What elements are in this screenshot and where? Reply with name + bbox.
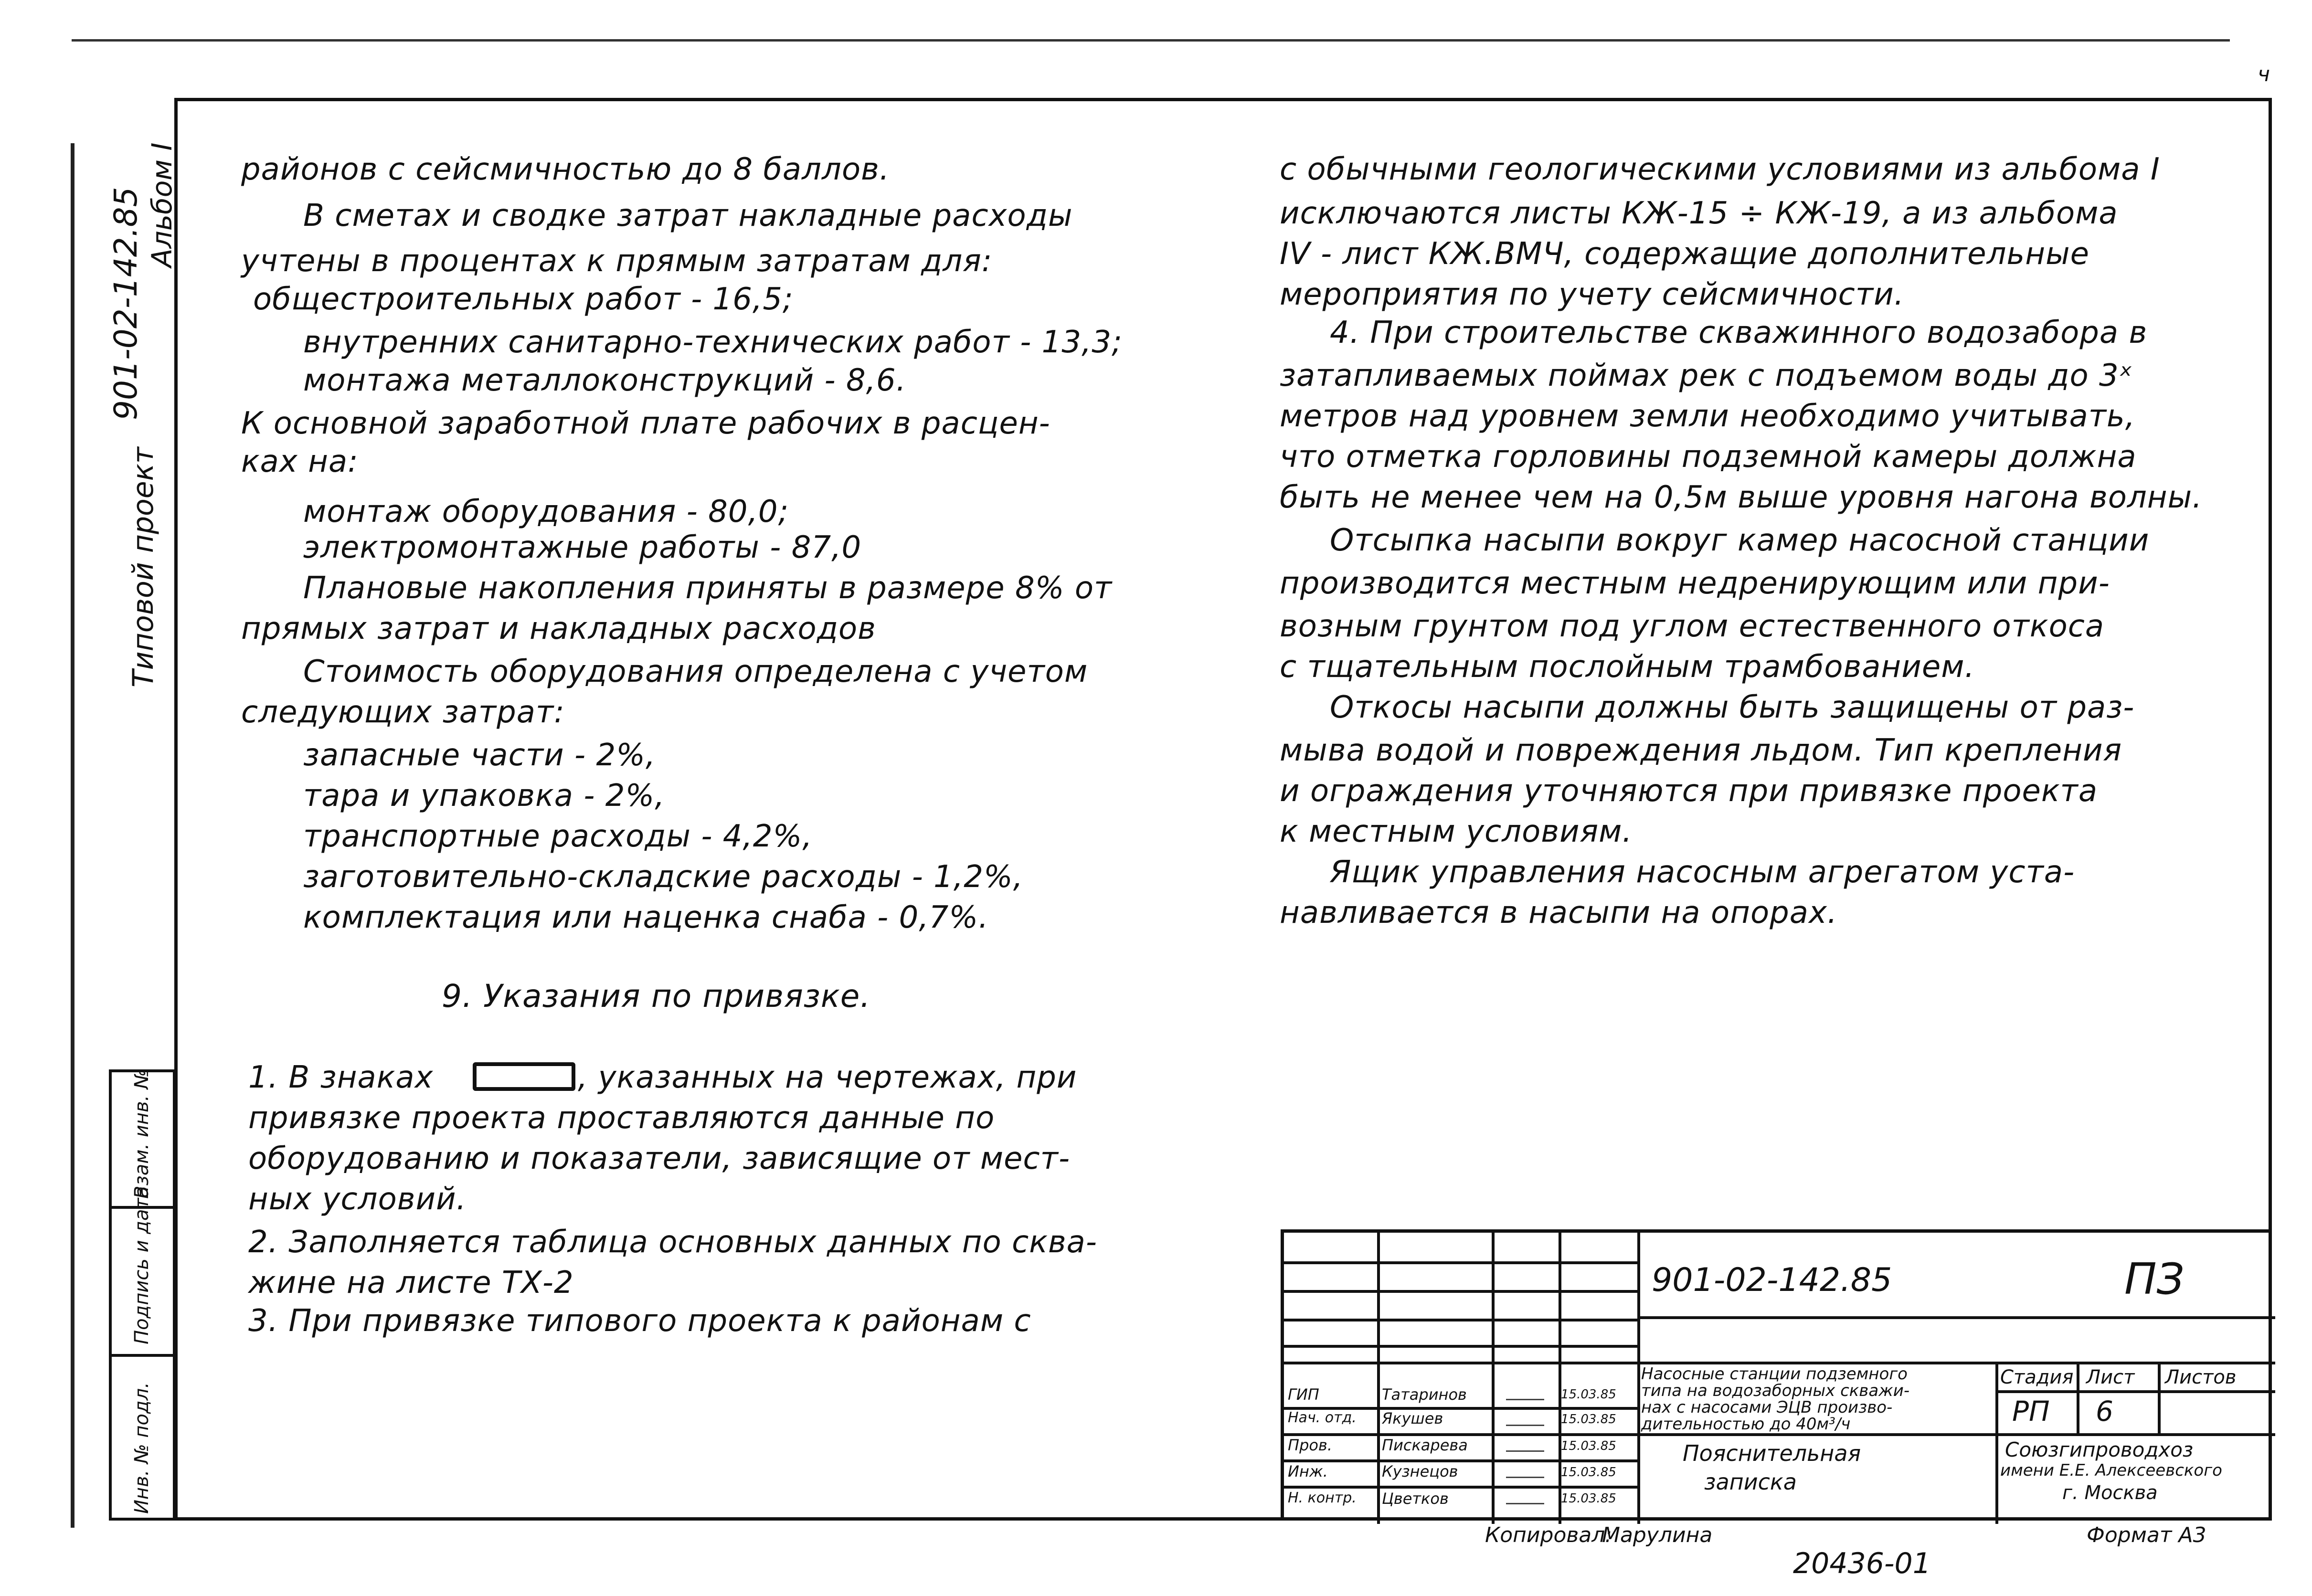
staff-role: Пров.	[1288, 1436, 1332, 1454]
text-line: быть не менее чем на 0,5м выше уровня нагона волны.	[1280, 480, 2203, 515]
copied-label: Копировал:	[1485, 1523, 1612, 1547]
text-line: Стоимость оборудования определена с учетом	[303, 654, 1088, 689]
text-line: районов с сейсмичностью до 8 баллов.	[241, 152, 890, 187]
text-line: прямых затрат и накладных расходов	[241, 611, 876, 646]
text-line: навливается в насыпи на опорах.	[1280, 895, 1838, 930]
stamp-doc-title: записка	[1704, 1469, 1797, 1495]
text-line: с обычными геологическими условиями из альбома I	[1280, 152, 2160, 187]
stamp-description-line: Насосные станции подземного	[1641, 1364, 1908, 1384]
stamp-divider	[1637, 1316, 2275, 1319]
text-line: мероприятия по учету сейсмичности.	[1280, 277, 1905, 312]
text-line: 2. Заполняется таблица основных данных по сква-	[248, 1225, 1097, 1260]
text-line: электромонтажные работы - 87,0	[303, 530, 862, 565]
text-line: 1. В знаках	[248, 1060, 434, 1095]
text-line: монтажа металлоконструкций - 8,6.	[303, 363, 907, 398]
text-line: метров над уровнем земли необходимо учитывать,	[1280, 399, 2136, 434]
signature-icon	[1506, 1489, 1544, 1504]
staff-date: 15.03.85	[1561, 1387, 1616, 1402]
text-line: учтены в процентах к прямым затратам для:	[241, 243, 993, 279]
stamp-description-line: нах с насосами ЭЦВ произво-	[1641, 1398, 1893, 1417]
staff-role: Н. контр.	[1288, 1490, 1357, 1506]
text-line: ках на:	[241, 444, 359, 479]
stamp-divider	[1637, 1233, 1640, 1524]
stamp-divider	[1284, 1261, 1637, 1264]
stamp-divider	[1377, 1233, 1380, 1524]
text-line: жине на листе ТХ-2	[248, 1265, 574, 1300]
staff-date: 15.03.85	[1561, 1491, 1616, 1506]
side-cell-signature-date: Подпись и дата	[131, 1186, 153, 1344]
stamp-divider	[1284, 1459, 1637, 1462]
text-line: к местным условиям.	[1280, 814, 1633, 849]
staff-role: Нач. отд.	[1288, 1409, 1357, 1426]
stamp-org: г. Москва	[2062, 1482, 2158, 1504]
staff-name: Татаринов	[1382, 1385, 1467, 1404]
staff-name: Цветков	[1382, 1490, 1449, 1508]
stamp-divider	[1995, 1390, 2275, 1393]
text-line: оборудованию и показатели, зависящие от мест-	[248, 1141, 1071, 1176]
text-line: К основной заработной плате рабочих в расцен-	[241, 406, 1050, 441]
text-line: 3. При привязке типового проекта к районам с	[248, 1303, 1031, 1339]
text-line: комплектация или наценка снаба - 0,7%.	[303, 900, 989, 935]
staff-role: ГИП	[1288, 1385, 1319, 1404]
top-border-line	[72, 39, 2230, 42]
text-line: тара и упаковка - 2%,	[303, 778, 665, 814]
text-line: IV - лист КЖ.ВМЧ, содержащие дополнительные	[1280, 236, 2089, 272]
left-margin-line	[71, 143, 74, 1528]
text-line: общестроительных работ - 16,5;	[253, 282, 794, 317]
text-line: привязке проекта проставляются данные по	[248, 1100, 995, 1136]
stamp-divider	[1284, 1319, 1637, 1321]
text-line: Откосы насыпи должны быть защищены от раз-	[1330, 690, 2135, 725]
signature-icon	[1506, 1436, 1544, 1452]
stamp-sheets-label: Листов	[2165, 1366, 2237, 1388]
stamp-divider	[1284, 1486, 1637, 1489]
corner-mark: ч	[2258, 62, 2270, 86]
empty-sign-box	[473, 1062, 575, 1091]
stamp-divider	[1995, 1362, 1998, 1524]
staff-date: 15.03.85	[1561, 1465, 1616, 1480]
staff-date: 15.03.85	[1561, 1439, 1616, 1453]
stamp-org: имени Е.Е. Алексеевского	[2000, 1461, 2222, 1480]
signature-icon	[1506, 1385, 1544, 1400]
stamp-stage-label: Стадия	[2000, 1366, 2074, 1388]
text-line: запасные части - 2%,	[303, 738, 656, 773]
side-cell-original-inv: Инв. № подл.	[131, 1382, 153, 1514]
stamp-stage: РП	[2012, 1395, 2050, 1427]
text-line: исключаются листы КЖ-15 ÷ КЖ-19, а из альбома	[1280, 196, 2118, 231]
stamp-mark: ПЗ	[2124, 1254, 2185, 1304]
text-line: что отметка горловины подземной камеры должна	[1280, 439, 2137, 475]
section-heading: 9. Указания по привязке.	[442, 978, 871, 1015]
text-line: транспортные расходы - 4,2%,	[303, 819, 813, 854]
inventory-number: 20436-01	[1793, 1547, 1931, 1580]
title-block	[1281, 1229, 2272, 1521]
text-line: с тщательным послойным трамбованием.	[1280, 649, 1975, 685]
staff-date: 15.03.85	[1561, 1412, 1616, 1427]
stamp-description-line: типа на водозаборных скважи-	[1641, 1381, 1910, 1400]
text-line: , указанных на чертежах, при	[578, 1060, 1077, 1095]
text-line: Плановые накопления приняты в размере 8% от	[303, 571, 1113, 606]
copied-name: Марулина	[1602, 1523, 1713, 1547]
side-cell-divider	[112, 1354, 173, 1357]
staff-name: Кузнецов	[1382, 1462, 1458, 1480]
text-line: внутренних санитарно-технических работ - 13,3;	[303, 325, 1123, 360]
text-line: 4. При строительстве скважинного водозабора в	[1330, 315, 2148, 350]
stamp-org: Союзгипроводхоз	[2005, 1438, 2194, 1461]
text-line: следующих затрат:	[241, 695, 565, 730]
stamp-divider	[1492, 1233, 1495, 1524]
stamp-doc-code: 901-02-142.85	[1652, 1261, 1892, 1299]
stamp-sheet-label: Лист	[2086, 1366, 2135, 1388]
stamp-description-line: дительностью до 40м³/ч	[1641, 1415, 1851, 1434]
text-line: монтаж оборудования - 80,0;	[303, 494, 789, 529]
stamp-divider	[1284, 1345, 1637, 1348]
stamp-divider	[2158, 1362, 2161, 1433]
stamp-sheet-number: 6	[2096, 1395, 2113, 1427]
text-line: производится местным недренирующим или при-	[1280, 566, 2110, 601]
text-line: мыва водой и повреждения льдом. Тип крепления	[1280, 733, 2122, 768]
side-project-code: 901-02-142.85	[107, 187, 144, 420]
text-line: возным грунтом под углом естественного откоса	[1280, 609, 2105, 644]
text-line: и ограждения уточняются при привязке проекта	[1280, 773, 2098, 809]
text-line: заготовительно-складские расходы - 1,2%,	[303, 859, 1024, 895]
text-line: Ящик управления насосным агрегатом уста-	[1330, 855, 2075, 890]
signature-icon	[1506, 1410, 1544, 1426]
stamp-divider	[1559, 1233, 1561, 1524]
staff-name: Якушев	[1382, 1409, 1443, 1427]
text-line: Отсыпка насыпи вокруг камер насосной станции	[1330, 523, 2150, 558]
text-line: затапливаемых поймах рек с подъемом воды до 3ˣ	[1280, 358, 2133, 393]
staff-name: Пискарева	[1382, 1436, 1468, 1454]
signature-icon	[1506, 1462, 1544, 1478]
side-register-cells	[109, 1069, 176, 1521]
side-cell-replaced-inv: Взам. инв. №	[131, 1069, 153, 1199]
text-line: В сметах и сводке затрат накладные расходы	[303, 198, 1073, 233]
staff-role: Инж.	[1288, 1462, 1328, 1480]
side-album: Альбом I	[146, 142, 178, 267]
side-project-type: Типовой проект	[127, 447, 160, 687]
stamp-divider	[2077, 1362, 2079, 1433]
text-line: ных условий.	[248, 1182, 467, 1217]
stamp-doc-title: Пояснительная	[1683, 1440, 1861, 1466]
stamp-divider	[1284, 1290, 1637, 1293]
format-label: Формат А3	[2087, 1523, 2206, 1547]
